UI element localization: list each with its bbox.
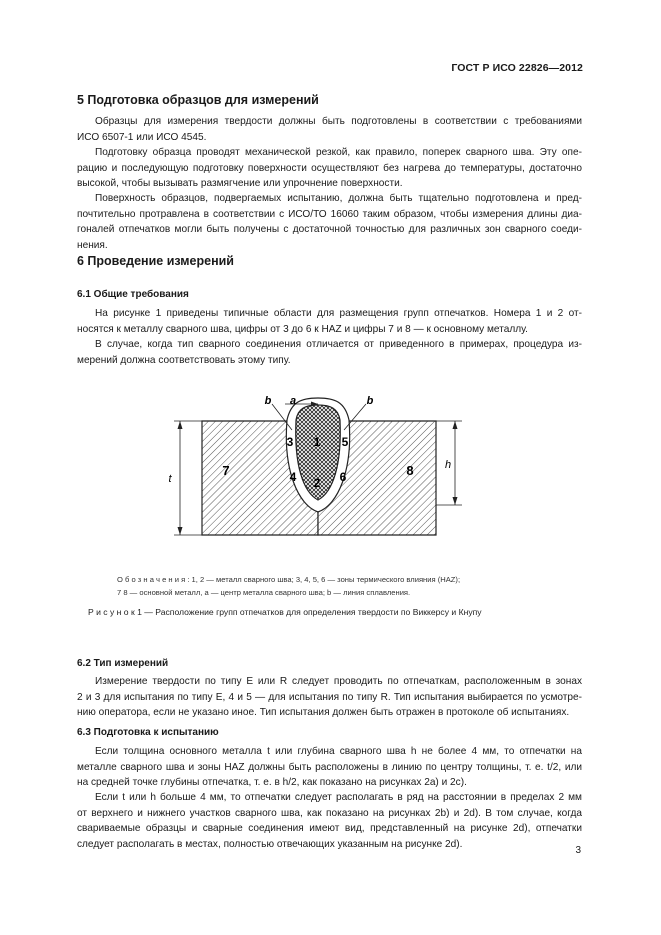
text-line: Если t или h больше 4 мм, то отпечатки следует располагать в ряд на расстоянии в пределах 2 мм [95, 792, 582, 803]
label-b-right: b [366, 395, 374, 407]
label-zone-1: 1 [313, 435, 321, 449]
text-line: гоналей отпечатков могли быть получены с достаточной точностью для различных зон сварного соеди- [77, 224, 582, 235]
text-line: Поверхность образцов, подвергаемых испытанию, должна быть тщательно подготовлена и пред- [95, 193, 582, 204]
text-line: Образцы для измерения твердости должны быть подготовлены в соответствии с требованиями [95, 116, 582, 127]
label-zone-6: 6 [339, 470, 347, 484]
text-line: от верхнего и нижнего участков сварного шва, как показано на рисунках 2b) и 2d). В том случае, когда [77, 807, 582, 819]
section-6-3-paragraph-1 [77, 744, 582, 791]
text-line: почтительно протравлена в соответствии с ИСО/ТО 16060 таким образом, чтобы измерения длины диа- [77, 208, 582, 220]
label-a: a [289, 395, 297, 407]
text-line: Подготовку образца проводят механической резкой, как правило, поперек сварного шва. Эту опе- [95, 147, 582, 158]
label-t: t [168, 473, 172, 485]
text-line: Если толщина основного металла t или глубина сварного шва h не более 4 мм, то отпечатки на [95, 746, 582, 757]
label-zone-4: 4 [289, 470, 297, 484]
text-line: нию оператора, если не указано иное. Тип испытания должен быть отражен в протоколе об испытаниях. [77, 707, 570, 718]
text-line: ИСО 6507-1 или ИСО 4545. [77, 131, 207, 143]
section-6-3-paragraph-2 [77, 790, 582, 852]
section-6-title: 6 Проведение измерений [77, 254, 234, 268]
label-h: h [444, 459, 452, 471]
text-line: Измерение твердости по типу E или R следует проводить по отпечаткам, расположенным в зонах [95, 676, 582, 687]
label-b-left: b [264, 395, 272, 407]
label-zone-5: 5 [341, 435, 349, 449]
text-line: высокой, чтобы вызывать размягчение или упрочнение поверхности. [77, 178, 403, 189]
label-zone-3: 3 [286, 435, 294, 449]
text-line: 2 и 3 для испытания по типу E, 4 и 5 — для испытания по типу R. Тип испытания выбирается по усмотре- [77, 691, 582, 703]
page-number: 3 [575, 845, 581, 856]
figure-legend-line-1: О б о з н а ч е н и я : 1, 2 — металл сварного шва; 3, 4, 5, 6 — зоны термического влияния (HAZ); [117, 575, 461, 584]
section-6-1-title: 6.1 Общие требования [77, 289, 189, 300]
label-zone-2: 2 [313, 476, 321, 490]
section-6-2-title: 6.2 Тип измерений [77, 658, 169, 669]
label-zone-8: 8 [406, 463, 414, 478]
figure-legend-line-2: 7 8 — основной металл, a — центр металла сварного шва; b — линия сплавления. [117, 588, 411, 597]
section-6-3-title: 6.3 Подготовка к испытанию [77, 727, 219, 738]
text-line: мерений должна соответствовать этому типу. [77, 354, 291, 366]
section-5-title: 5 Подготовка образцов для измерений [77, 93, 319, 107]
text-line: носятся к металлу сварного шва, цифры от 3 до 6 к HAZ и цифры 7 и 8 — к основному металлу. [77, 323, 528, 335]
text-line: На рисунке 1 приведены типичные области для размещения групп отпечатков. Номера 1 и 2 от- [95, 308, 582, 319]
text-line: рацию и последующую подготовку поверхности осуществляют без нагрева до температуры, достаточно [77, 162, 582, 174]
text-line: свариваемые образцы и сварные соединения имеют вид, представленный на рисунке 2d), отпечатки [77, 823, 582, 834]
text-line: нения. [77, 239, 108, 251]
section-6-2-paragraph-1 [77, 674, 582, 721]
document-code: ГОСТ Р ИСО 22826—2012 [451, 62, 583, 74]
text-line: на средней точке глубины отпечатка, т. е. в h/2, как показано на рисунках 2а) и 2с). [77, 777, 467, 788]
text-line: следует располагать в местах, полностью отвечающих указанным на рисунке 2d). [77, 838, 463, 850]
text-line: металле сварного шва и зоны HAZ должны быть расположены в линию по центру толщины, т. е. t/2, или [77, 761, 582, 773]
label-zone-7: 7 [222, 463, 230, 478]
figure-title: Р и с у н о к 1 — Расположение групп отпечатков для определения твердости по Виккерсу и Кнупу [88, 607, 482, 617]
text-line: В случае, когда тип сварного соединения отличается от приведенного в примерах, процедура из- [95, 339, 582, 350]
